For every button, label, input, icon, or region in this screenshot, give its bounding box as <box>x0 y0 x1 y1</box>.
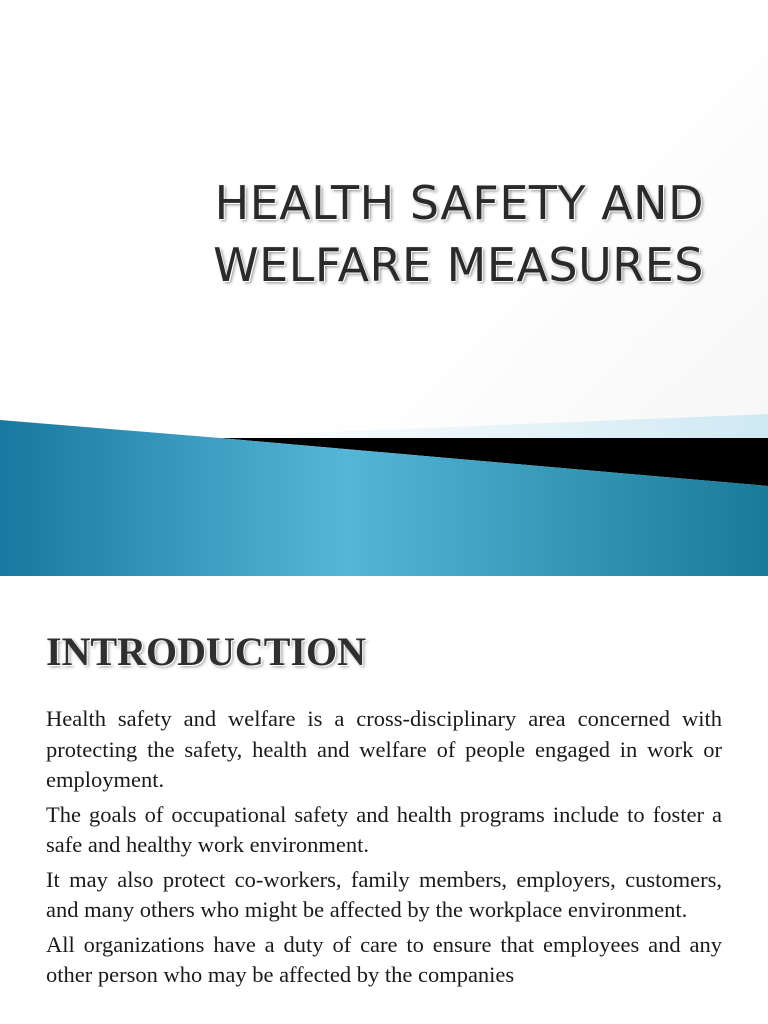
paragraph-1: Health safety and welfare is a cross-disciplinary area concerned with protecting the safety, health and welfare of people engaged in work or employment. <box>46 706 722 792</box>
paragraph-4: All organizations have a duty of care to ensure that employees and any other person who may be affected by the companies <box>46 931 722 987</box>
introduction-slide <box>0 576 768 1024</box>
decorative-wave-band <box>0 400 768 576</box>
introduction-heading: INTRODUCTION <box>46 629 367 674</box>
paragraph-2: The goals of occupational safety and health programs include to foster a safe and healthy work environment. <box>46 801 722 857</box>
slide-title-line-1: HEALTH SAFETY AND <box>214 176 704 230</box>
band-pale-strip <box>230 414 768 440</box>
slide-title <box>84 172 704 296</box>
paragraph-3: It may also protect co-workers, family members, employers, customers, and many others who might be affected by the workplace environment. <box>46 866 722 922</box>
slide-title-line-2: WELFARE MEASURES <box>213 238 704 292</box>
introduction-body <box>46 704 722 995</box>
